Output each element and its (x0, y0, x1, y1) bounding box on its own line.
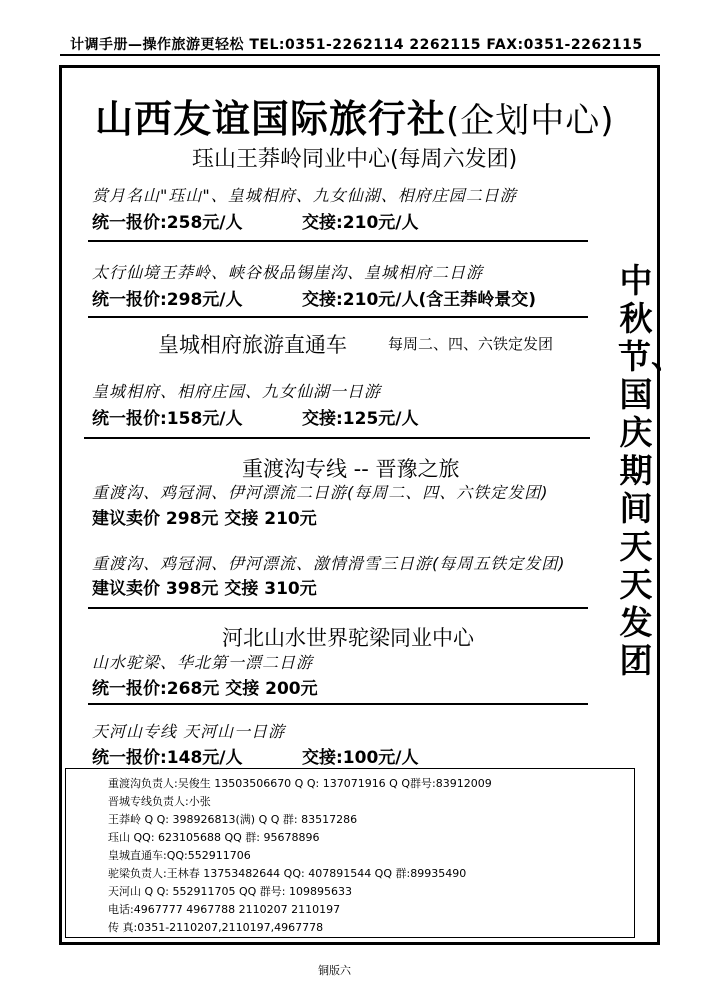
s3-route: 皇城相府、相府庄园、九女仙湖一日游 (92, 382, 382, 401)
divider-5 (88, 703, 588, 705)
contact-line: 天河山 Q Q: 552911705 QQ 群号: 109895633 (108, 885, 352, 898)
divider-2 (88, 316, 588, 318)
agency-name: 山西友谊国际旅行社 (95, 97, 447, 141)
agency-title (95, 88, 615, 143)
s4-route-1: 重渡沟、鸡冠洞、伊河漂流二日游(每周二、四、六铁定发团) (92, 483, 549, 502)
s5-route: 山水驼梁、华北第一漂二日游 (92, 653, 314, 672)
divider-3 (84, 437, 590, 439)
s2-price-transfer: 交接:210元/人(含王莽岭景交) (302, 290, 537, 310)
contact-line: 传 真:0351-2110207,2110197,4967778 (108, 921, 324, 934)
s4-price-1: 建议卖价 298元 交接 210元 (92, 509, 317, 529)
s2-price-unified: 统一报价:298元/人 (92, 290, 243, 310)
s4-title: 重渡沟专线 -- 晋豫之旅 (242, 457, 460, 481)
s5-price: 统一报价:268元 交接 200元 (92, 679, 318, 699)
divider-1 (88, 240, 588, 242)
vertical-banner: 中秋节、国庆期间天天发团 (618, 261, 684, 680)
s6-price-unified: 统一报价:148元/人 (92, 748, 243, 768)
agency-suffix: (企划中心) (446, 101, 615, 141)
header-contact-line: 计调手册—操作旅游更轻松 TEL:0351-2262114 2262115 FAX:0351-2262115 (70, 37, 643, 53)
s1-price-unified: 统一报价:258元/人 (92, 213, 243, 233)
contact-line: 皇城直通车:QQ:552911706 (108, 849, 251, 862)
header-rule (60, 54, 660, 56)
contact-line: 王莽岭 Q Q: 398926813(满) Q Q 群: 83517286 (108, 813, 358, 826)
contact-line: 重渡沟负责人:吴俊生 13503506670 Q Q: 137071916 Q Q群号:83912009 (108, 777, 492, 790)
s2-route: 太行仙境王莽岭、峡谷极品锡崖沟、皇城相府二日游 (92, 263, 484, 282)
s3-price-unified: 统一报价:158元/人 (92, 409, 243, 429)
s3-title: 皇城相府旅游直通车 (158, 333, 347, 357)
s4-price-2: 建议卖价 398元 交接 310元 (92, 579, 317, 599)
s1-route: 赏月名山"珏山"、皇城相府、九女仙湖、相府庄园二日游 (92, 186, 517, 205)
contact-line: 驼梁负责人:王林春 13753482644 QQ: 407891544 QQ 群:89935490 (108, 867, 467, 880)
s3-note: 每周二、四、六铁定发团 (388, 335, 554, 353)
s1-price-transfer: 交接:210元/人 (302, 213, 419, 233)
divider-4 (88, 607, 588, 609)
contact-line: 珏山 QQ: 623105688 QQ 群: 95678896 (108, 831, 320, 844)
s3-price-transfer: 交接:125元/人 (302, 409, 419, 429)
contact-line: 电话:4967777 4967788 2110207 2110197 (108, 903, 341, 916)
s4-route-2: 重渡沟、鸡冠洞、伊河漂流、激情滑雪三日游(每周五铁定发团) (92, 554, 566, 573)
s6-price-transfer: 交接:100元/人 (302, 748, 419, 768)
s6-route: 天河山专线 天河山一日游 (92, 722, 286, 741)
agency-subtitle: 珏山王莽岭同业中心(每周六发团) (192, 147, 518, 172)
s5-title: 河北山水世界驼梁同业中心 (222, 626, 474, 650)
page-footer: 铜版六 (318, 964, 351, 977)
contact-line: 晋城专线负责人:小张 (108, 795, 211, 808)
